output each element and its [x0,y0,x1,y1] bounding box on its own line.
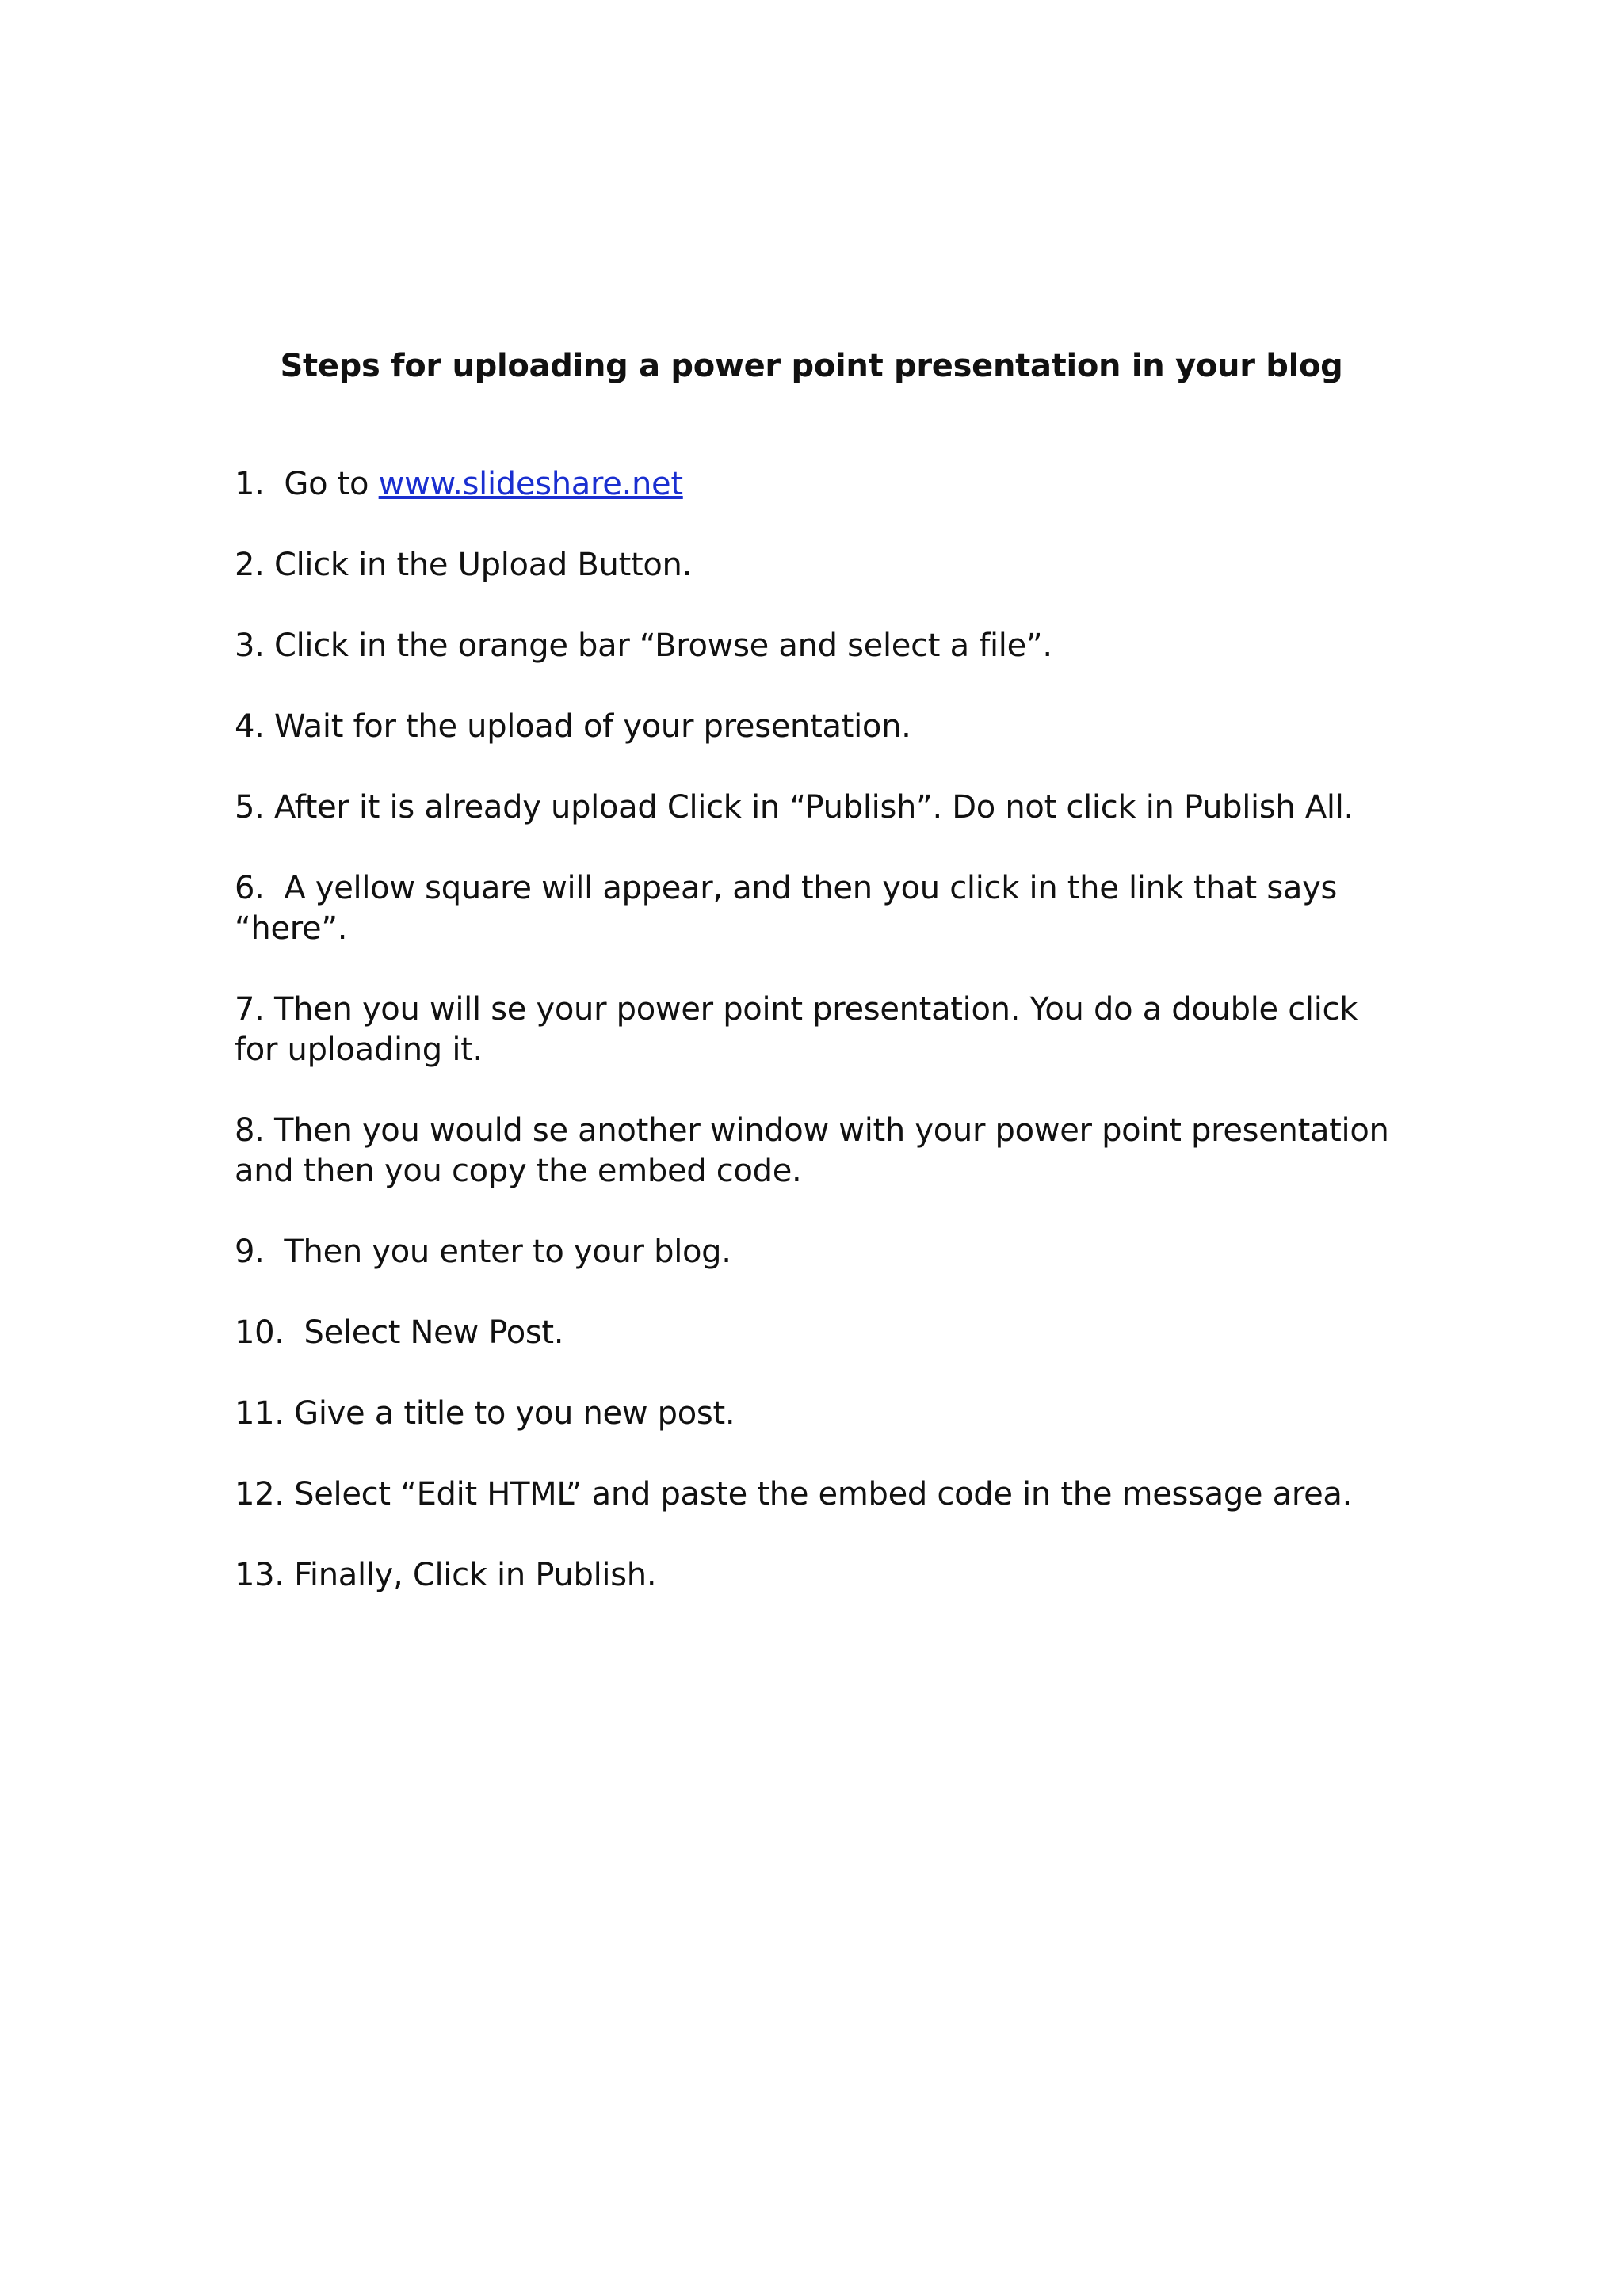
page-title: Steps for uploading a power point presentation in your blog [280,348,1343,384]
step-7: 7. Then you will se your power point presentation. You do a double click for uploading it. [235,991,1368,1068]
step-2: 2. Click in the Upload Button. [235,547,693,583]
step-9: 9. Then you enter to your blog. [235,1234,731,1270]
step-3: 3. Click in the orange bar “Browse and select a file”. [235,627,1052,664]
slideshare-link[interactable]: www.slideshare.net [378,466,683,502]
step-5: 5. After it is already upload Click in “Publish”. Do not click in Publish All. [235,789,1354,826]
step-13: 13. Finally, Click in Publish. [235,1557,657,1593]
step-10: 10. Select New Post. [235,1314,564,1351]
steps-list [235,464,1407,1636]
step-1 [235,464,1407,505]
step-12: 12. Select “Edit HTML” and paste the embed code in the message area. [235,1476,1353,1512]
step-1-prefix: 1. Go to [235,466,379,502]
step-8: 8. Then you would se another window with your power point presentation and then you copy the embed code. [235,1112,1400,1189]
step-6: 6. A yellow square will appear, and then you click in the link that says “here”. [235,870,1347,947]
step-11: 11. Give a title to you new post. [235,1395,735,1432]
step-4: 4. Wait for the upload of your presentation. [235,708,911,745]
